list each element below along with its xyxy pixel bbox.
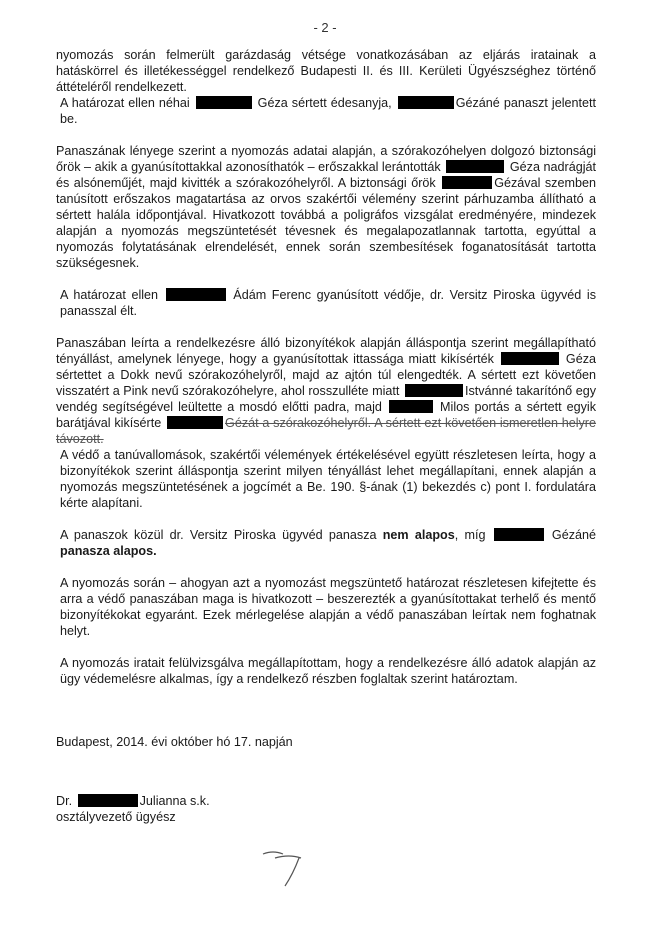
signature-block	[56, 793, 210, 825]
handwritten-signature-mark	[255, 840, 315, 890]
redaction-bar	[405, 384, 463, 397]
redaction-bar	[167, 416, 223, 429]
document-body	[56, 47, 596, 687]
redaction-bar	[494, 528, 544, 541]
redaction-bar	[166, 288, 226, 301]
signature-prefix: Dr.	[56, 794, 73, 808]
paragraph-2: A határozat ellen néhai Géza sértett édesanyja, Gézáné panaszt jelentett be.	[60, 96, 597, 126]
paragraph-5-continued: A védő a tanúvallomások, szakértői vélemények értékelésével együtt részletesen leírta, hogy a bizonyítékok szerint álláspontja szerint milyen tényállást lehet megállapítani, ennek alapján a nyomozás megszüntetésének a jogcímét a Be. 190. §-ának (1) bekezdés c) pont I. fordulatára kérte alapítani.	[60, 448, 596, 510]
signature-title: osztályvezető ügyész	[56, 810, 176, 824]
paragraph-3: Panaszának lényege szerint a nyomozás adatai alapján, a szórakozóhelyen dolgozó biztonsági őrök – akik a gyanúsítottakkal azonosíthatók – erőszakkal lerántották Géza nadrágját és alsóneműjét, majd kivitték a szórakozóhelyről. A biztonsági őrök Gézával szemben tanúsított erőszakos magatartása az orvos szakértői vélemény szerint párhuzamba állítható a sértett halála időpontjával. Hivatkozott továbbá a poligráfos vizsgálat eredményére, mindezek alapján a nyomozás megszüntetését tévesnek és megalapozatlannak tartotta, egyúttal a nyomozás folytatásának elrendelését, ennek során szembesítések foganatosítását tartotta szükségesnek.	[56, 144, 597, 270]
paragraph-5: Panaszában leírta a rendelkezésre álló bizonyítékok alapján álláspontja szerint megállapítható tényállást, amelynek lényege, hogy a gyanúsítottak ittassága miatt kikísérték Géza sértettet a Dokk nevű szórakozóhelyről, majd az ajtón túl elengedték. A sértett ezt követően visszatért a Pink nevű szórakozóhelyre, ahol rosszulléte miatt Istvánné takarítónő egy vendég segítségével leültette a mosdó előtti padra, majd Milos portás a sértett egyik barátjával kikísérte Gézát a szórakozóhelyről. A sértett ezt követően ismeretlen helyre távozott.	[56, 336, 597, 446]
redaction-bar	[389, 400, 433, 413]
redaction-bar	[446, 160, 504, 173]
date-line: Budapest, 2014. évi október hó 17. napján	[56, 735, 293, 749]
paragraph-8: A nyomozás iratait felülvizsgálva megállapítottam, hogy a rendelkezésre álló adatok alapján az ügy védemelésre alkalmas, így a rendelkező részben foglaltak szerint határoztam.	[60, 656, 596, 686]
paragraph-6: A panaszok közül dr. Versitz Piroska ügyvéd panasza nem alapos, míg Gézáné panasza alapos.	[60, 528, 597, 558]
redaction-bar	[442, 176, 492, 189]
paragraph-1: nyomozás során felmerült garázdaság vétsége vonatkozásában az eljárás iratainak a hatáskörrel és illetékességgel rendelkező Budapesti II. és III. Kerületi Ügyészséghez történő áttételéről rendelkezett.	[56, 48, 596, 94]
redaction-bar	[196, 96, 252, 109]
paragraph-7: A nyomozás során – ahogyan azt a nyomozást megszüntető határozat részletesen kifejtette és arra a védő panaszában maga is hivatkozott – beszerezték a gyanúsítottakat terhelő és mentő bizonyítékokat egyaránt. Ezek mérlegelése alapján a védő panaszában leírtak nem foghatnak helyt.	[60, 576, 596, 638]
redaction-bar	[501, 352, 559, 365]
redaction-bar	[78, 794, 138, 807]
paragraph-4: A határozat ellen Ádám Ferenc gyanúsított védője, dr. Versitz Piroska ügyvéd is panasszal élt.	[60, 288, 597, 318]
page-number: - 2 -	[313, 20, 337, 35]
redaction-bar	[398, 96, 454, 109]
signature-name: Julianna s.k.	[139, 794, 210, 808]
